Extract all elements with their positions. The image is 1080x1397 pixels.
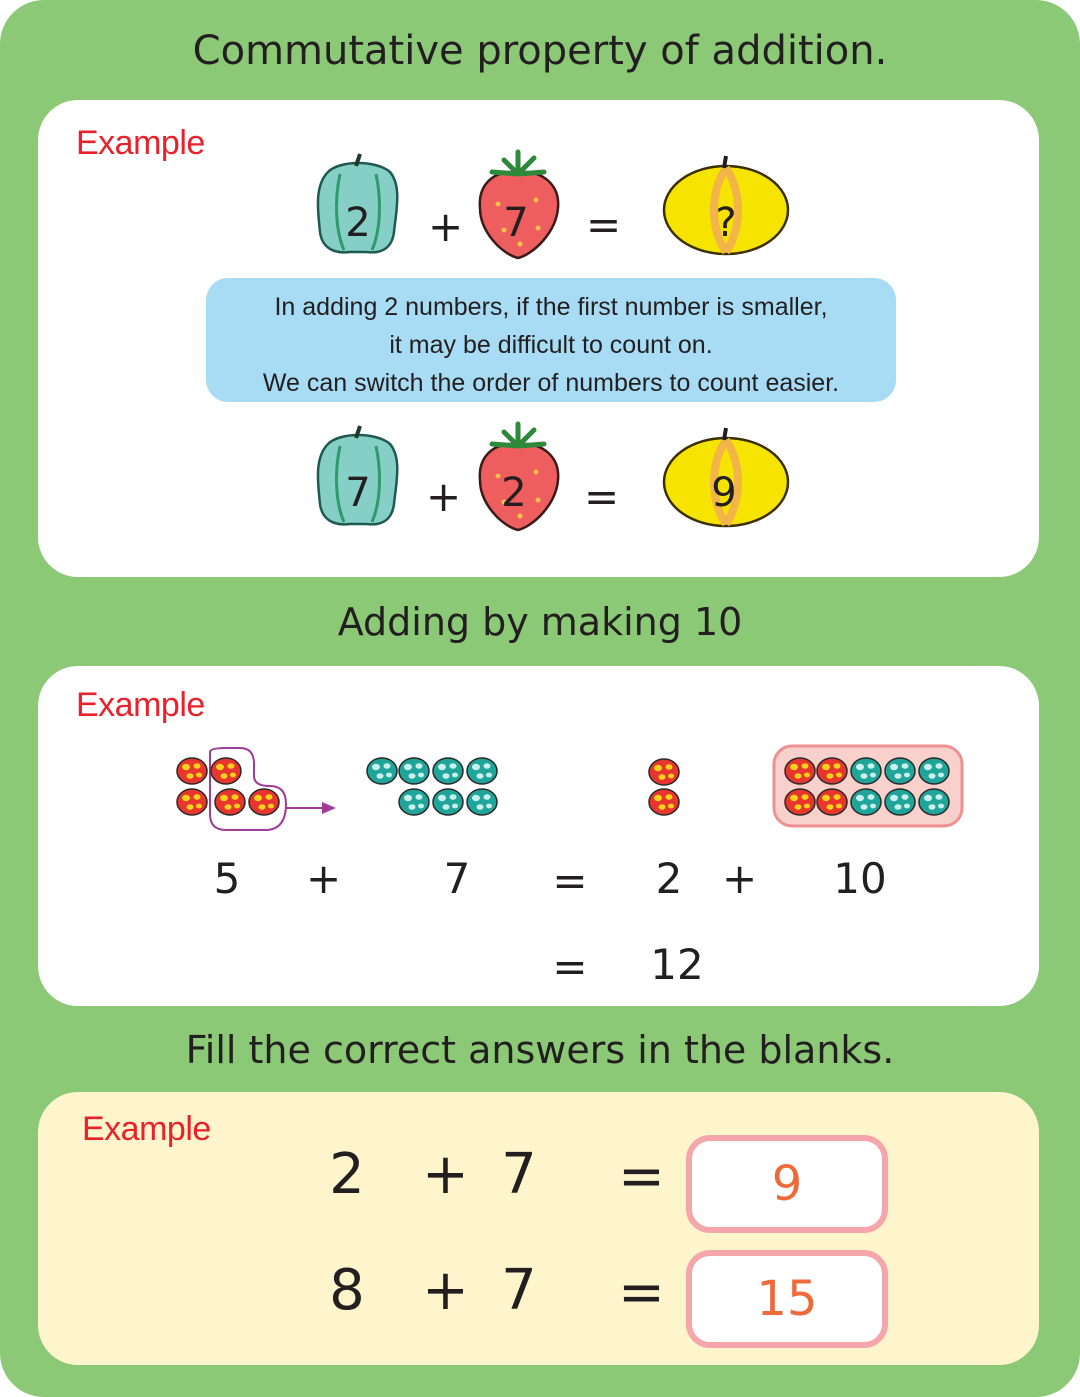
tip-line-1: In adding 2 numbers, if the first number is smaller, [274,293,828,321]
red-bead-icon [249,789,279,815]
fill-row2-a: 8 [329,1258,365,1323]
teal-bead-icon [851,789,881,815]
section-title-making-10: Adding by making 10 [337,600,743,644]
row2-result: 9 [711,470,737,516]
tip-line-2: it may be difficult to count on. [389,331,713,359]
making10-plus-2: + [722,854,758,903]
tip-line-3: We can switch the order of numbers to count easier. [262,369,840,397]
making10-equals-1: = [552,856,588,905]
making10-plus-1: + [306,854,342,903]
answer-box-2[interactable]: 15 [686,1250,888,1348]
teal-bead-icon [433,789,463,815]
teal-bead-icon [919,758,949,784]
red-bead-icon [817,758,847,784]
arrow-head-icon [322,802,336,814]
red-bead-icon [215,789,245,815]
example-label: Example [82,1110,211,1148]
example-label: Example [76,124,205,162]
teal-bead-icon [851,758,881,784]
section-title-fill-blanks: Fill the correct answers in the blanks. [185,1028,895,1072]
teal-bead-icon [885,789,915,815]
row1-plus: + [428,202,464,251]
red-bead-icon [211,758,241,784]
making10-result: 12 [650,940,704,989]
row1-first-number: 2 [345,200,371,246]
teal-bead-icon [467,789,497,815]
making10-c: 2 [655,854,683,903]
teal-bead-icon [919,789,949,815]
making10-b: 7 [443,854,471,903]
fill-row1-a: 2 [329,1142,365,1207]
red-bead-icon [817,789,847,815]
row2-first-number: 7 [345,470,371,516]
fill-row2-equals: = [618,1260,665,1325]
red-bead-icon [785,789,815,815]
teal-bead-icon [467,758,497,784]
example-label: Example [76,686,205,724]
red-bead-icon [177,789,207,815]
teal-bead-icon [399,758,429,784]
fill-blanks-example-card [38,1092,1039,1365]
red-bead-icon [785,758,815,784]
red-bead-icon [177,758,207,784]
teal-bead-icon [885,758,915,784]
row1-result: ? [715,200,737,246]
red-bead-icon [649,789,679,815]
section-title-commutative: Commutative property of addition. [192,28,888,74]
row2-plus: + [426,472,462,521]
fill-row1-b: 7 [501,1142,537,1207]
teal-bead-icon [399,789,429,815]
row1-second-number: 7 [503,200,529,246]
fill-row2-plus: + [422,1258,469,1323]
fill-row2-b: 7 [501,1258,537,1323]
teal-bead-icon [433,758,463,784]
making10-a: 5 [213,854,241,903]
teal-bead-icon [367,758,397,784]
answer-box-1[interactable]: 9 [686,1135,888,1233]
red-bead-icon [649,759,679,785]
fill-row1-equals: = [618,1144,665,1209]
row2-equals: = [584,472,620,521]
making10-equals-2: = [552,942,588,991]
row2-second-number: 2 [501,470,527,516]
making10-d: 10 [833,854,887,903]
fill-row1-plus: + [422,1142,469,1207]
row1-equals: = [586,200,622,249]
